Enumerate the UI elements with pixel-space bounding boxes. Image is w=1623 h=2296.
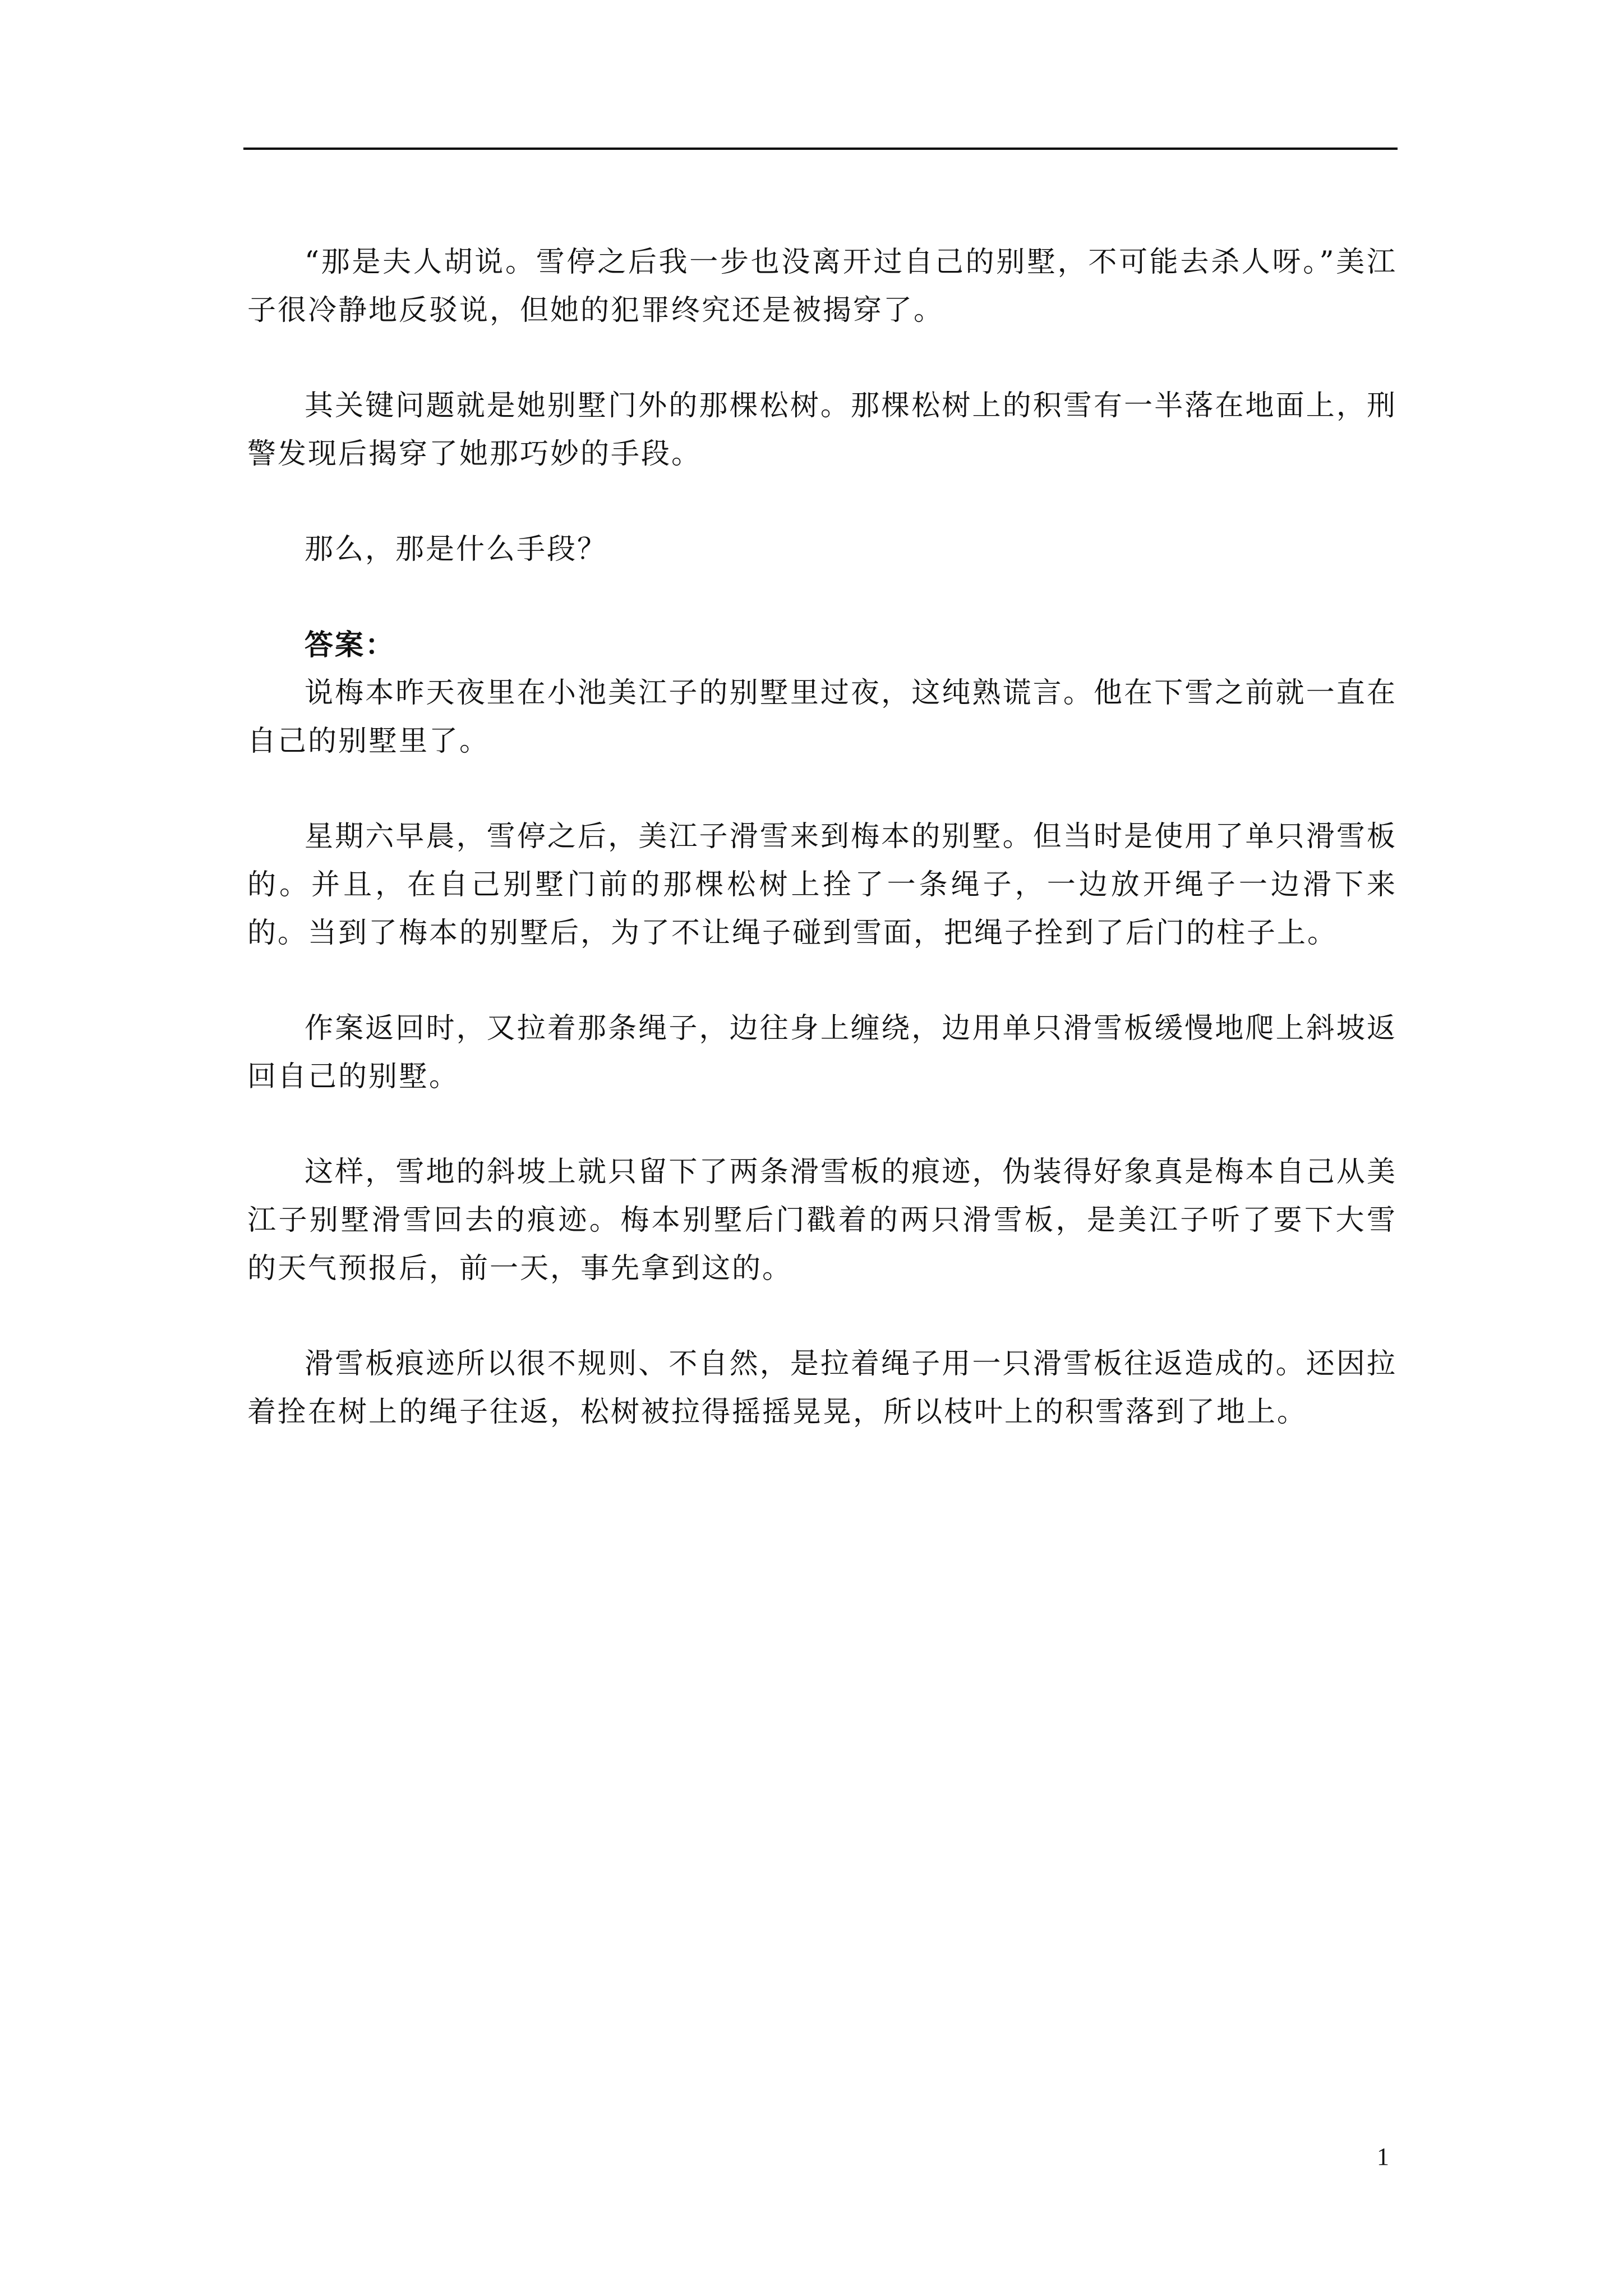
paragraph: “那是夫人胡说。雪停之后我一步也没离开过自己的别墅，不可能去杀人呀。”美江子很冷静地反驳说，但她的犯罪终究还是被揭穿了。 [247,246,1397,327]
paragraph: 那么，那是什么手段？ [305,533,608,566]
paragraph: 其关键问题就是她别墅门外的那棵松树。那棵松树上的积雪有一半落在地面上，刑警发现后揭穿了她那巧妙的手段。 [247,389,1397,471]
header-rule [243,148,1398,150]
page-number: 1 [1377,2143,1389,2170]
answer-heading: 答案： [305,628,396,662]
answer-paragraph: 作案返回时，又拉着那条绳子，边往身上缠绕，边用单只滑雪板缓慢地爬上斜坡返回自己的别墅。 [247,1012,1397,1093]
answer-paragraph: 滑雪板痕迹所以很不规则、不自然，是拉着绳子用一只滑雪板往返造成的。还因拉着拴在树上的绳子往返，松树被拉得摇摇晃晃，所以枝叶上的积雪落到了地上。 [247,1347,1397,1429]
answer-paragraph: 说梅本昨天夜里在小池美江子的别墅里过夜，这纯熟谎言。他在下雪之前就一直在自己的别墅里了。 [247,677,1397,758]
document-body [247,238,1397,1484]
answer-paragraph: 星期六早晨，雪停之后，美江子滑雪来到梅本的别墅。但当时是使用了单只滑雪板的。并且，在自己别墅门前的那棵松树上拴了一条绳子，一边放开绳子一边滑下来的。当到了梅本的别墅后，为了不让绳子碰到雪面，把绳子拴到了后门的柱子上。 [247,820,1397,950]
answer-paragraph: 这样，雪地的斜坡上就只留下了两条滑雪板的痕迹，伪装得好象真是梅本自己从美江子别墅滑雪回去的痕迹。梅本别墅后门戳着的两只滑雪板，是美江子听了要下大雪的天气预报后，前一天，事先拿到这的。 [247,1156,1397,1285]
